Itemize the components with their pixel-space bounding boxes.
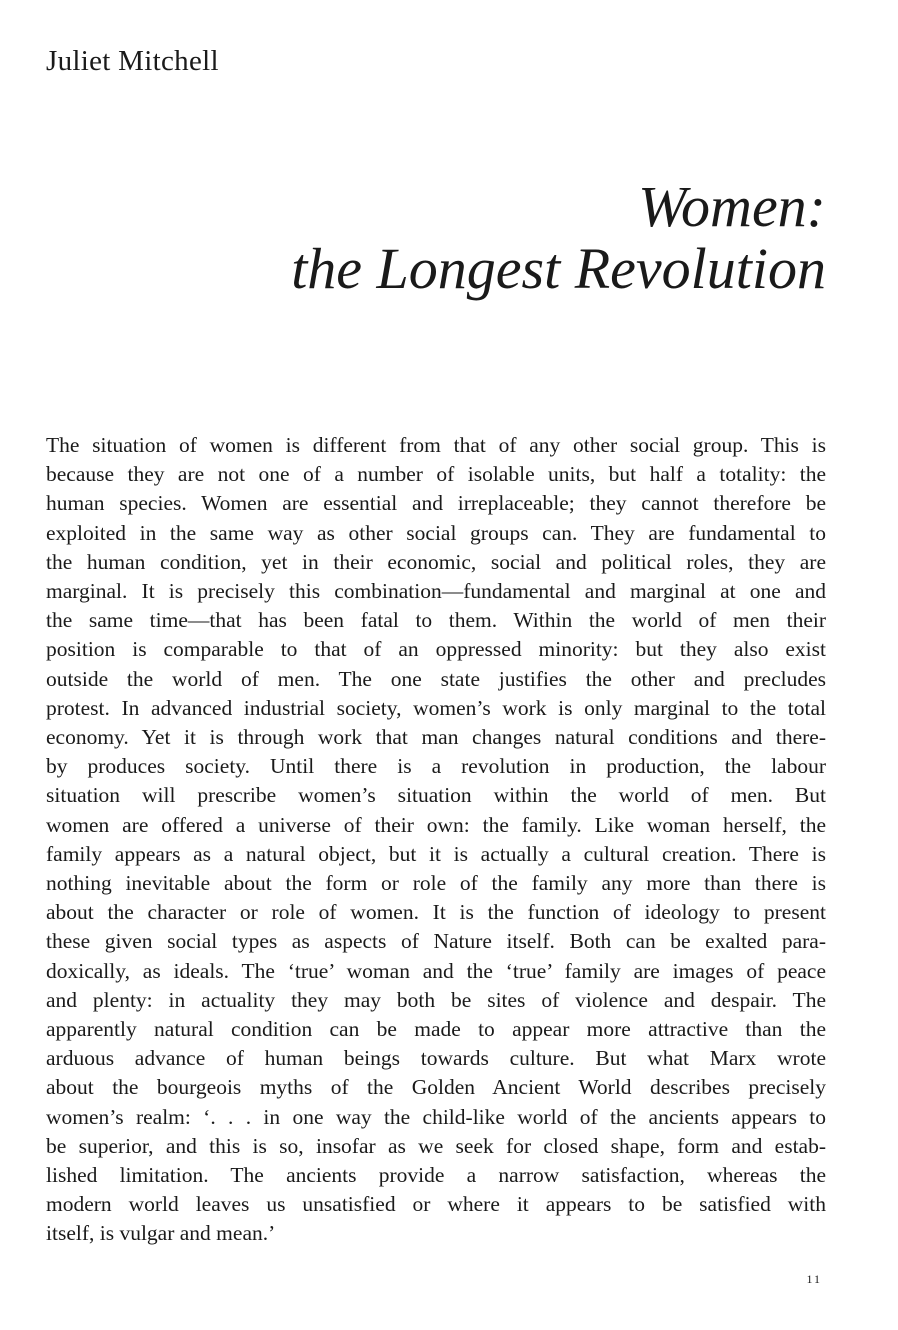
text-line: about the bourgeois myths of the Golden Ancient World describes precisely — [46, 1075, 826, 1100]
text-line: protest. In advanced industrial society, women’s work is only marginal to the total — [46, 695, 826, 720]
page-number: 11 — [806, 1272, 822, 1286]
text-line: itself, is vulgar and mean.’ — [46, 1221, 276, 1246]
text-line: apparently natural condition can be made to appear more attractive than the — [46, 1017, 826, 1042]
text-line: about the character or role of women. It is the function of ideology to present — [46, 900, 826, 925]
author-name: Juliet Mitchell — [46, 45, 219, 77]
text-line: situation will prescribe women’s situation within the world of men. But — [46, 783, 826, 808]
text-line: women are offered a universe of their own: the family. Like woman herself, the — [46, 812, 826, 837]
text-line: be superior, and this is so, insofar as we seek for closed shape, form and estab- — [46, 1133, 826, 1158]
text-line: because they are not one of a number of isolable units, but half a totality: the — [46, 462, 826, 487]
text-line: human species. Women are essential and irreplaceable; they cannot therefore be — [46, 491, 826, 516]
text-line: these given social types as aspects of Nature itself. Both can be exalted para- — [46, 929, 826, 954]
text-line: and plenty: in actuality they may both be sites of violence and despair. The — [46, 987, 826, 1012]
text-line: lished limitation. The ancients provide a narrow satisfaction, whereas the — [46, 1163, 826, 1188]
text-line: modern world leaves us unsatisfied or where it appears to be satisfied with — [46, 1192, 826, 1217]
text-line: by produces society. Until there is a revolution in production, the labour — [46, 754, 826, 779]
text-line: women’s realm: ‘. . . in one way the child-like world of the ancients appears to — [46, 1104, 826, 1129]
chapter-title-line-1: Women: — [638, 174, 826, 239]
text-line: the same time—that has been fatal to them. Within the world of men their — [46, 608, 826, 633]
text-line: outside the world of men. The one state justifies the other and precludes — [46, 666, 826, 691]
text-line: economy. Yet it is through work that man changes natural conditions and there- — [46, 725, 826, 750]
chapter-title-line-2: the Longest Revolution — [291, 236, 826, 301]
text-line: The situation of women is different from that of any other social group. This is — [46, 433, 826, 457]
text-line: position is comparable to that of an oppressed minority: but they also exist — [46, 637, 826, 662]
text-line: doxically, as ideals. The ‘true’ woman and the ‘true’ family are images of peace — [46, 958, 826, 983]
text-line: nothing inevitable about the form or role of the family any more than there is — [46, 871, 826, 896]
text-line: marginal. It is precisely this combination—fundamental and marginal at one and — [46, 579, 826, 604]
body-paragraph — [46, 431, 826, 1249]
text-line: family appears as a natural object, but it is actually a cultural creation. There is — [46, 841, 826, 866]
text-line: arduous advance of human beings towards culture. But what Marx wrote — [46, 1046, 826, 1071]
text-line: the human condition, yet in their economic, social and political roles, they are — [46, 549, 826, 574]
chapter-title — [126, 176, 826, 300]
text-line: exploited in the same way as other social groups can. They are fundamental to — [46, 520, 826, 545]
